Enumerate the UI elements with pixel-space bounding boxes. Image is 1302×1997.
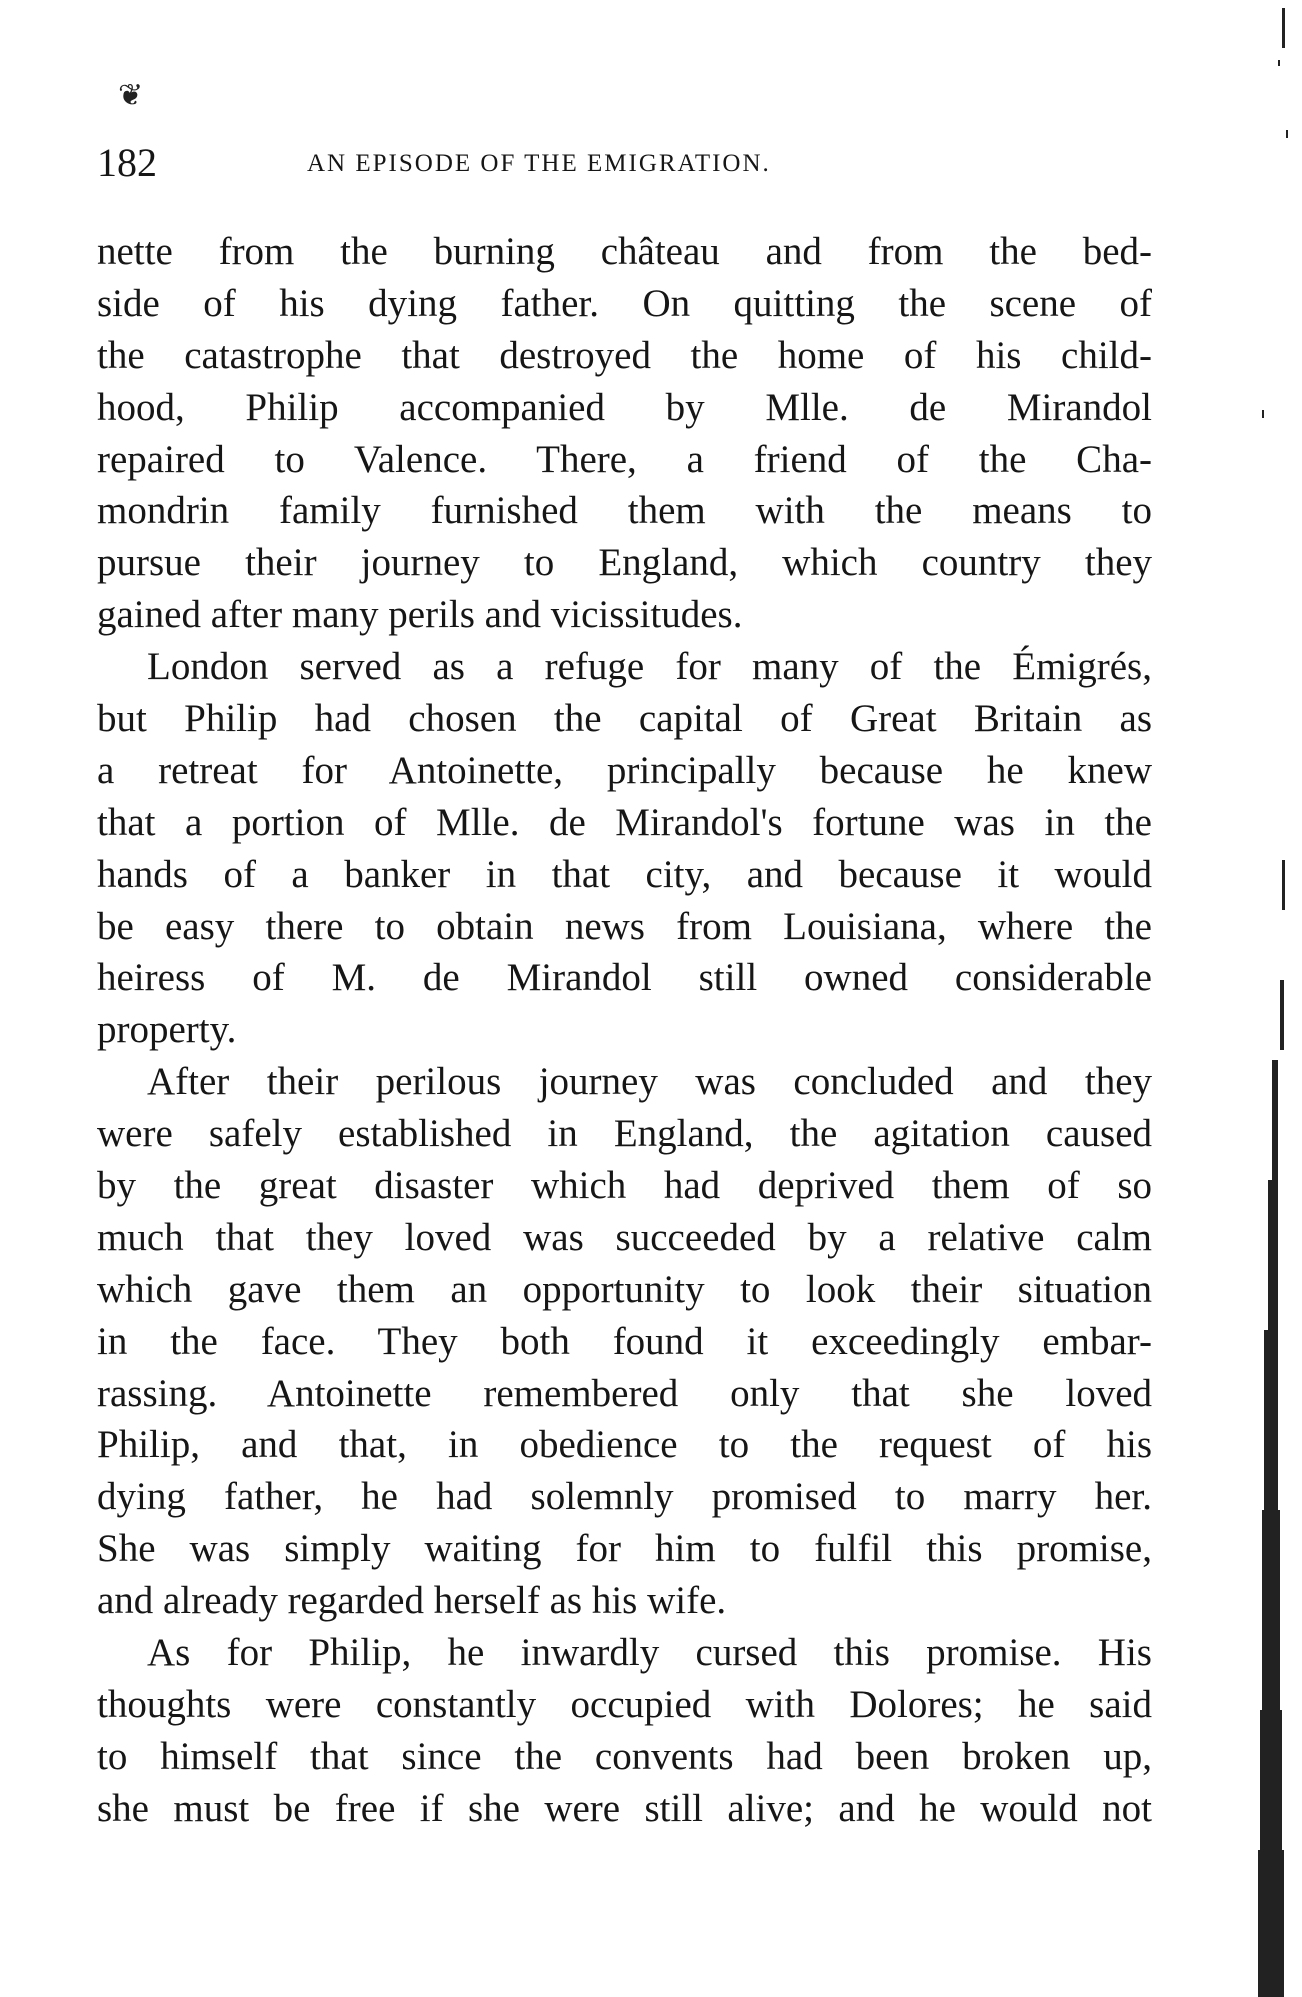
page-number: 182 xyxy=(97,140,157,185)
text-line: thoughts were constantly occupied with Dolores; he said xyxy=(97,1682,1152,1726)
text-line: by the great disaster which had deprived them of so xyxy=(97,1164,1152,1208)
text-line: in the face. They both found it exceedingly embar- xyxy=(97,1319,1152,1363)
text-line: much that they loved was succeeded by a relative calm xyxy=(97,1215,1152,1259)
text-line: side of his dying father. On quitting the scene of xyxy=(97,281,1152,325)
text-line: rassing. Antoinette remembered only that she loved xyxy=(97,1371,1152,1415)
text-line: were safely established in England, the agitation caused xyxy=(97,1112,1152,1156)
text-line: to himself that since the convents had been broken up, xyxy=(97,1734,1152,1778)
body-text xyxy=(97,226,1152,1835)
text-line: As for Philip, he inwardly cursed this promise. His xyxy=(147,1631,1152,1675)
text-line: She was simply waiting for him to fulfil this promise, xyxy=(97,1527,1152,1571)
text-line: nette from the burning château and from the bed- xyxy=(97,230,1152,273)
text-line: the catastrophe that destroyed the home of his child- xyxy=(97,333,1152,377)
text-line: dying father, he had solemnly promised to marry her. xyxy=(97,1475,1152,1519)
text-line: After their perilous journey was concluded and they xyxy=(147,1060,1152,1104)
text-line: be easy there to obtain news from Louisiana, where the xyxy=(97,904,1152,948)
ornament-icon: ❦ xyxy=(118,78,144,113)
scan-edge-marks xyxy=(1242,0,1302,1997)
text-line: a retreat for Antoinette, principally because he knew xyxy=(97,748,1152,792)
text-line: mondrin family furnished them with the means to xyxy=(97,489,1152,533)
text-line: that a portion of Mlle. de Mirandol's fortune was in the xyxy=(97,800,1152,844)
text-line: London served as a refuge for many of the Émigrés, xyxy=(147,645,1152,689)
text-line: she must be free if she were still alive; and he would not xyxy=(97,1786,1152,1830)
text-line: but Philip had chosen the capital of Great Britain as xyxy=(97,697,1152,741)
text-line: which gave them an opportunity to look their situation xyxy=(97,1267,1152,1311)
text-line: pursue their journey to England, which country they xyxy=(97,541,1152,585)
text-line: Philip, and that, in obedience to the request of his xyxy=(97,1423,1152,1467)
text-line: hands of a banker in that city, and because it would xyxy=(97,852,1152,896)
text-line: and already regarded herself as his wife. xyxy=(97,1579,727,1623)
text-line: property. xyxy=(97,1008,237,1052)
text-line: hood, Philip accompanied by Mlle. de Mirandol xyxy=(97,385,1152,429)
text-line: gained after many perils and vicissitudes. xyxy=(97,593,743,637)
text-line: heiress of M. de Mirandol still owned considerable xyxy=(97,956,1152,1000)
running-head xyxy=(97,138,1197,188)
text-line: repaired to Valence. There, a friend of the Cha- xyxy=(97,437,1152,481)
running-title: AN EPISODE OF THE EMIGRATION. xyxy=(307,150,771,177)
